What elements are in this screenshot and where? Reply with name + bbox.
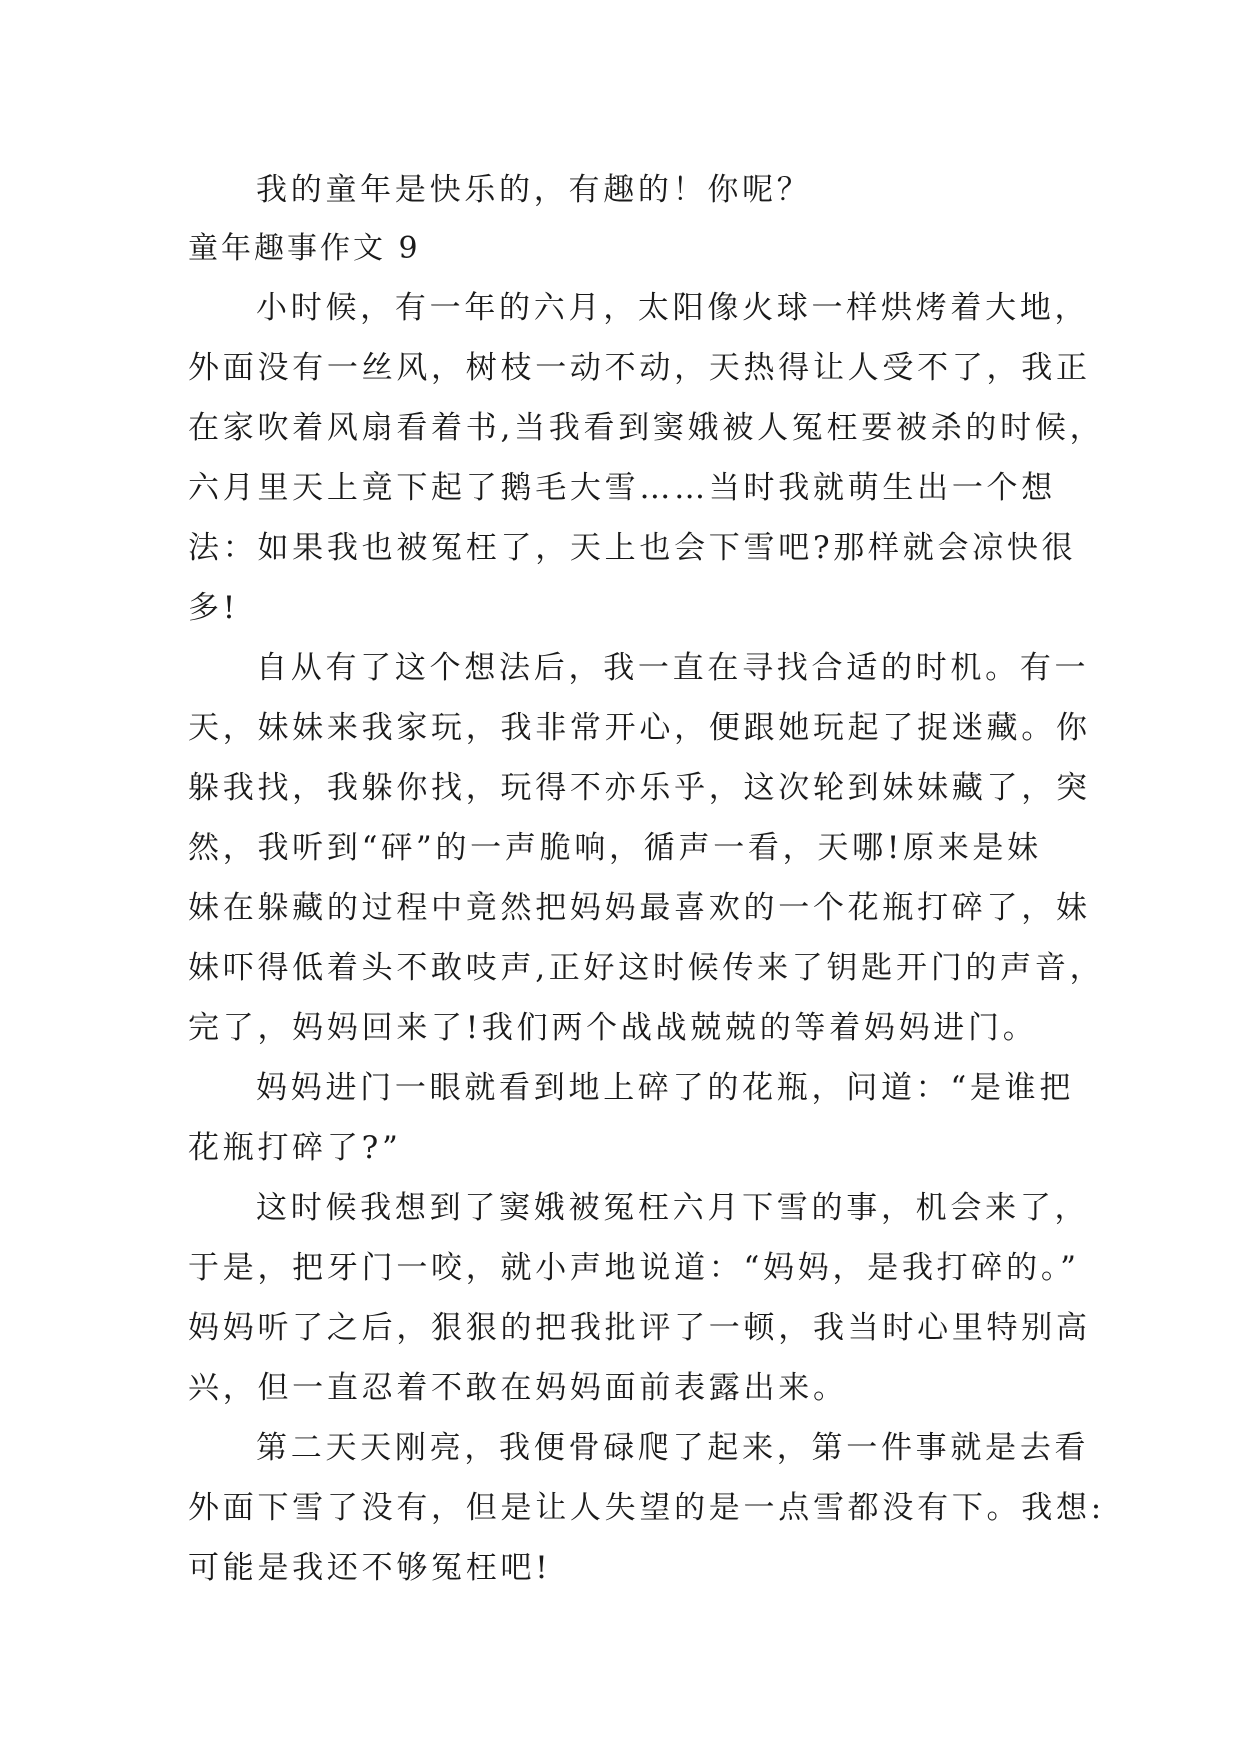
document-page [188,160,1105,1598]
paragraph-line: 天，妹妹来我家玩，我非常开心，便跟她玩起了捉迷藏。你 [188,710,1091,746]
paragraph-line: 躲我找，我躲你找，玩得不亦乐乎，这次轮到妹妹藏了，突 [188,770,1091,806]
paragraph-line: 六月里天上竟下起了鹅毛大雪……当时我就萌生出一个想 [188,470,1056,506]
paragraph-line: 可能是我还不够冤枉吧! [188,1550,552,1586]
paragraph-line: 外面下雪了没有，但是让人失望的是一点雪都没有下。我想: [188,1490,1105,1526]
paragraph-1 [188,278,1105,638]
paragraph-line: 兴，但一直忍着不敢在妈妈面前表露出来。 [188,1370,848,1406]
paragraph-line: 多! [188,590,239,626]
paragraph-line: 妹在躲藏的过程中竟然把妈妈最喜欢的一个花瓶打碎了，妹 [188,890,1091,926]
paragraph-line: 法：如果我也被冤枉了，天上也会下雪吧?那样就会凉快很 [188,530,1077,566]
paragraph-line: 这时候我想到了窦娥被冤枉六月下雪的事，机会来了， [256,1190,1090,1226]
paragraph-line: 妹吓得低着头不敢吱声,正好这时候传来了钥匙开门的声音， [188,950,1105,986]
paragraph-2 [188,638,1105,1058]
paragraph-line: 小时候，有一年的六月，太阳像火球一样烘烤着大地， [256,290,1090,326]
intro-paragraph [188,160,1068,220]
paragraph-line: 我的童年是快乐的，有趣的！你呢？ [256,172,812,208]
paragraph-line: 外面没有一丝风，树枝一动不动，天热得让人受不了，我正 [188,350,1091,386]
paragraph-line: 妈妈进门一眼就看到地上碎了的花瓶，问道：“是谁把 [256,1070,1075,1106]
paragraph-line: 完了，妈妈回来了!我们两个战战兢兢的等着妈妈进门。 [188,1010,1038,1046]
paragraph-5 [188,1418,1105,1598]
paragraph-line: 第二天天刚亮，我便骨碌爬了起来，第一件事就是去看 [256,1430,1090,1466]
essay-heading: 童年趣事作文 9 [188,231,421,266]
paragraph-line: 自从有了这个想法后，我一直在寻找合适的时机。有一 [256,650,1090,686]
paragraph-line: 在家吹着风扇看着书,当我看到窦娥被人冤枉要被杀的时候， [188,410,1105,446]
paragraph-line: 花瓶打碎了?” [188,1130,402,1166]
paragraph-line: 妈妈听了之后，狠狠的把我批评了一顿，我当时心里特别高 [188,1310,1091,1346]
paragraph-line: 然，我听到“砰”的一声脆响，循声一看，天哪!原来是妹 [188,830,1042,866]
paragraph-4 [188,1178,1091,1418]
paragraph-line: 于是，把牙门一咬，就小声地说道：“妈妈，是我打碎的。” [188,1250,1080,1286]
paragraph-3 [188,1058,1075,1178]
